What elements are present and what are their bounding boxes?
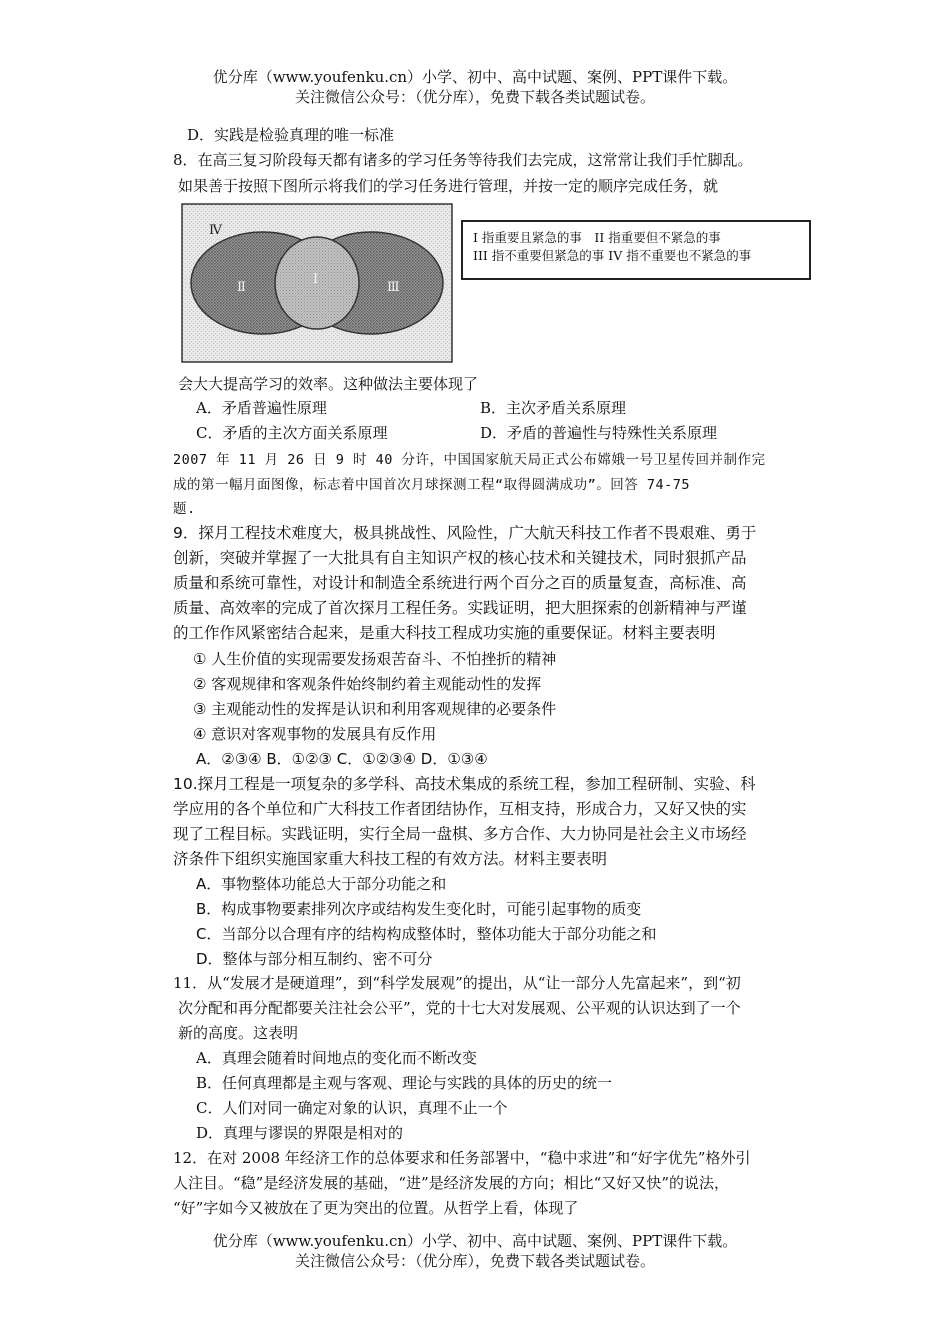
q11-option-b: B．任何真理都是主观与客观、理论与实践的具体的历史的统一 [196,1074,613,1092]
q9-line-5: 的工作作风紧密结合起来，是重大科技工程成功实施的重要保证。材料主要表明 [173,624,716,642]
q11-option-d: D．真理与谬误的界限是相对的 [196,1124,404,1142]
q12-line-3: “好”字如今又被放在了更为突出的位置。从哲学上看，体现了 [173,1199,579,1217]
q10-line-1: 10.探月工程是一项复杂的多学科、高技术集成的系统工程，参加工程研制、实验、科 [173,775,756,793]
q8-stem-line-3: 会大大提高学习的效率。这种做法主要体现了 [178,375,479,393]
q8-option-a: A．矛盾普遍性原理 [196,399,327,417]
q8-option-c: C．矛盾的主次方面关系原理 [196,424,388,442]
q12-line-2: 人注目。“稳”是经济发展的基础，“进”是经济发展的方向；相比“又好又快”的说法， [173,1174,730,1192]
q7-option-d: D．实践是检验真理的唯一标准 [187,126,395,144]
legend-line-2: III 指不重要但紧急的事 IV 指不重要也不紧急的事 [473,248,752,263]
q10-line-4: 济条件下组织实施国家重大科技工程的有效方法。材料主要表明 [173,850,608,868]
q11-option-a: A．真理会随着时间地点的变化而不断改变 [196,1049,477,1067]
q9-item-1: ① 人生价值的实现需要发扬艰苦奋斗、不怕挫折的精神 [193,650,557,668]
q11-line-1: 11．从“发展才是硬道理”，到“科学发展观”的提出，从“让一部分人先富起来”，到“初 [173,974,741,992]
q10-line-2: 学应用的各个单位和广大科技工作者团结协作，互相支持，形成合力，又好又快的实 [173,800,747,818]
header-line-1: 优分库（www.youfenku.cn）小学、初中、高中试题、案例、PPT课件下载。 [212,68,738,86]
q9-item-3: ③ 主观能动性的发挥是认识和利用客观规律的必要条件 [193,700,557,718]
q10-option-a: A．事物整体功能总大于部分功能之和 [196,875,447,893]
q10-line-3: 现了工程目标。实践证明，实行全局一盘棋、多方合作、大力协同是社会主义市场经 [173,825,747,843]
q11-line-2: 次分配和再分配都要关注社会公平”，党的十七大对发展观、公平观的认识达到了一个 [178,999,741,1017]
q8-option-b: B．主次矛盾关系原理 [480,399,627,417]
q9-line-4: 质量、高效率的完成了首次探月工程任务。实践证明，把大胆探索的创新精神与严谨 [173,599,747,617]
q10-option-c: C．当部分以合理有序的结构构成整体时，整体功能大于部分功能之和 [196,925,657,943]
q8-stem-line-1: 8．在高三复习阶段每天都有诸多的学习任务等待我们去完成，这常常让我们手忙脚乱。 [173,151,753,169]
q9-line-1: 9．探月工程技术难度大，极具挑战性、风险性，广大航天科技工作者不畏艰难、勇于 [173,524,757,542]
q9-line-2: 创新，突破并掌握了一大批具有自主知识产权的核心技术和关键技术，同时狠抓产品 [173,549,747,567]
venn-svg [181,203,453,363]
q9-item-4: ④ 意识对客观事物的发展具有反作用 [193,725,437,743]
q8-option-d: D．矛盾的普遍性与特殊性关系原理 [480,424,718,442]
q8-stem-line-2: 如果善于按照下图所示将我们的学习任务进行管理，并按一定的顺序完成任务，就 [178,177,719,195]
diagram-legend-box [461,220,811,280]
label-i: Ⅰ [313,272,319,287]
q11-line-3: 新的高度。这表明 [178,1024,299,1042]
label-iv: Ⅳ [209,223,222,238]
footer-line-2: 关注微信公众号：（优分库），免费下载各类试题试卷。 [294,1252,655,1270]
label-iii: Ⅲ [387,280,400,295]
q10-option-b: B．构成事物要素排列次序或结构发生变化时，可能引起事物的质变 [196,900,642,918]
q9-line-3: 质量和系统可靠性，对设计和制造全系统进行两个百分之百的质量复查，高标准、高 [173,574,747,592]
time-management-venn-diagram [181,203,453,363]
footer-line-1: 优分库（www.youfenku.cn）小学、初中、高中试题、案例、PPT课件下载。 [212,1232,738,1250]
q12-line-1: 12．在对 2008 年经济工作的总体要求和任务部署中，“稳中求进”和“好字优先”格外引 [173,1149,751,1167]
passage-line-2: 成的第一幅月面图像，标志着中国首次月球探测工程“取得圆满成功”。回答 74-75 [173,477,691,493]
q9-item-2: ② 客观规律和客观条件始终制约着主观能动性的发挥 [193,675,542,693]
legend-line-1: I 指重要且紧急的事 II 指重要但不紧急的事 [473,230,721,245]
passage-line-3: 题. [173,501,196,517]
q10-option-d: D．整体与部分相互制约、密不可分 [196,950,433,968]
header-line-2: 关注微信公众号：（优分库），免费下载各类试题试卷。 [294,88,655,106]
label-ii: Ⅱ [237,280,246,295]
q9-options: A．②③④ B．①②③ C．①②③④ D．①③④ [196,750,488,768]
passage-line-1: 2007 年 11 月 26 日 9 时 40 分许，中国国家航天局正式公布嫦娥一号卫星传回并制作完 [173,452,766,468]
q11-option-c: C．人们对同一确定对象的认识，真理不止一个 [196,1099,508,1117]
